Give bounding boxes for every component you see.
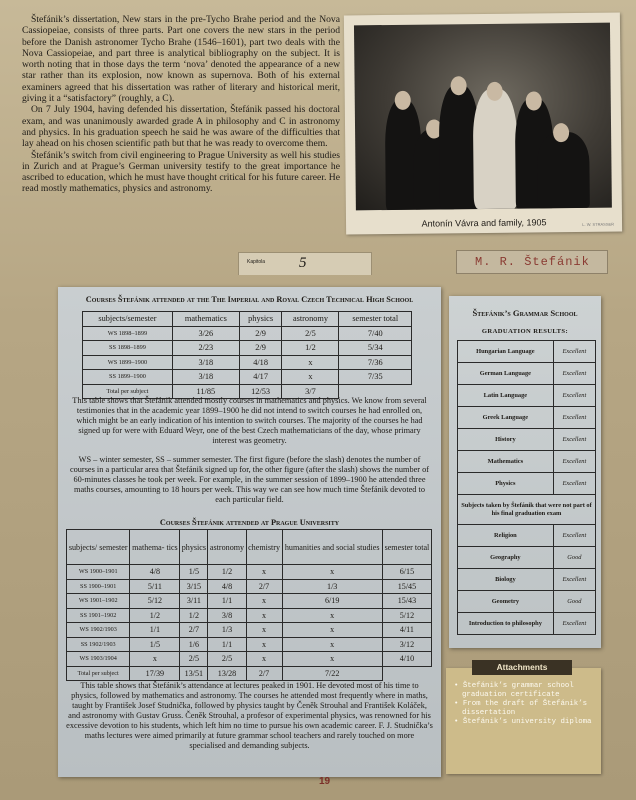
grade-cell: Excellent <box>553 407 595 429</box>
family-photo-card <box>344 13 622 235</box>
page-number: 19 <box>319 776 331 787</box>
table-cell: 7/40 <box>339 326 412 341</box>
grammar-school-title: Štefánik’s Grammar School <box>472 308 578 318</box>
table-cell: 6/15 <box>382 565 431 580</box>
column-header: physics <box>180 530 208 565</box>
family-photo <box>354 23 612 211</box>
grade-cell: Good <box>553 547 595 569</box>
name-tab <box>456 250 608 274</box>
folder-tab <box>238 252 372 275</box>
table-cell: 1/2 <box>130 608 180 623</box>
table-cell: 3/18 <box>172 355 239 370</box>
subject-cell: Latin Language <box>458 385 554 407</box>
column-header: astronomy <box>282 312 339 327</box>
table-cell: 3/26 <box>172 326 239 341</box>
attachment-item[interactable]: • From the draft of Štefánik’s dissertation <box>454 700 594 717</box>
table-cell: 7/22 <box>282 666 382 681</box>
table-cell: SS 1901–1902 <box>67 608 130 623</box>
table-cell: x <box>282 637 382 652</box>
table-cell: 1/2 <box>208 565 246 580</box>
table-cell: 13/51 <box>180 666 208 681</box>
table-cell: SS 1898–1899 <box>83 341 173 356</box>
table-cell: WS 1900–1901 <box>67 565 130 580</box>
grade-cell: Excellent <box>553 613 595 635</box>
grade-cell: Excellent <box>553 473 595 495</box>
semester-explanation: WS – winter semester, SS – summer semester. The first figure (before the slash) denotes the number of courses in a particular area that Štefánik signed up for, the other figure (after the slash) shows the number of 60-minutes classes he took per week. For example, in the summer session of 1899–1900 he attended three maths courses, amounting to 18 hours per week. This way we can see how much time Štefánik devoted to each particular field. <box>69 455 430 504</box>
extra-subjects-note: Subjects taken by Štefánik that were not part of his final graduation exam <box>458 495 596 525</box>
table-cell: 15/45 <box>382 579 431 594</box>
table-cell: 2/5 <box>180 652 208 667</box>
graduation-results-label: GRADUATION RESULTS: <box>481 328 569 335</box>
table-cell: 4/8 <box>208 579 246 594</box>
table-row <box>67 608 432 623</box>
grade-cell: Good <box>553 591 595 613</box>
subject-cell: Biology <box>458 569 554 591</box>
table-cell: 1/2 <box>180 608 208 623</box>
intro-paragraph: On 7 July 1904, having defended his dissertation, Štefánik passed his doctoral exam, and was unanimously awarded grade A in philosophy and C in astronomy and physics. In his graduation speech he said he was aware of the difficulties that lay ahead on his chosen scientific path but that he was ready to overcome them. <box>22 104 340 150</box>
table-cell: 5/34 <box>339 341 412 356</box>
table-cell: 5/12 <box>130 594 180 609</box>
grade-cell: Excellent <box>553 341 595 363</box>
table-cell: 4/11 <box>382 623 431 638</box>
table-cell: 1/1 <box>208 637 246 652</box>
table-cell: 3/18 <box>172 370 239 385</box>
table-row <box>458 473 596 495</box>
table-row <box>83 370 412 385</box>
table-row <box>458 547 596 569</box>
table-row <box>67 666 432 681</box>
table-row <box>458 451 596 473</box>
intro-paragraph: Štefánik’s dissertation, New stars in the pre-Tycho Brahe period and the Nova Cassiopeiae, consists of three parts. Part one covers the new stars in the period before the Danish astronomer Tycho Brahe (1546–1601), part two deals with the Nova Cassiopeiae, and part three is analytical bibliography on the subject. It is worth noting that in those days the term ‘nova’ denoted the appearance of a new star rather than its explosion, now known as supernova. Both of his external examiners agreed that his dissertation was rather of literary and historical merit, giving it a “satisfactory” (roughly, a C). <box>22 14 340 105</box>
prague-university-table <box>66 529 432 681</box>
table-header-row <box>83 312 412 327</box>
subject-cell: Religion <box>458 525 554 547</box>
table-row <box>67 623 432 638</box>
table-cell: WS 1901–1902 <box>67 594 130 609</box>
table-cell: SS 1900–1901 <box>67 579 130 594</box>
intro-text <box>22 14 340 195</box>
photo-studio-mark: L. W. STRASSER <box>582 221 615 227</box>
folder-label: Kapitola <box>247 259 266 265</box>
table-cell: SS 1902/1903 <box>67 637 130 652</box>
subject-cell: Introduction to philosophy <box>458 613 554 635</box>
table-cell: WS 1903/1904 <box>67 652 130 667</box>
table-cell: x <box>282 355 339 370</box>
table-row <box>67 637 432 652</box>
table-cell: 4/17 <box>239 370 282 385</box>
grade-cell: Excellent <box>553 429 595 451</box>
column-header: physics <box>239 312 282 327</box>
table-cell: 3/12 <box>382 637 431 652</box>
attachments-title: Attachments <box>472 660 572 675</box>
table-cell: 3/15 <box>180 579 208 594</box>
subject-cell: History <box>458 429 554 451</box>
table-row <box>458 429 596 451</box>
subject-cell: Greek Language <box>458 407 554 429</box>
table-cell: 7/36 <box>339 355 412 370</box>
table-cell: x <box>246 594 282 609</box>
attachment-item[interactable]: • Štefánik’s grammar school graduation certificate <box>454 682 594 699</box>
technical-school-title: Courses Štefánik attended at the The Imperial and Royal Czech Technical High School <box>85 295 414 304</box>
grammar-results-table <box>457 340 596 635</box>
table-cell: 17/39 <box>130 666 180 681</box>
technical-school-table <box>82 311 412 399</box>
table-cell: 2/5 <box>282 326 339 341</box>
table-cell: SS 1899–1900 <box>83 370 173 385</box>
courses-sheet <box>58 287 441 777</box>
subject-cell: Geometry <box>458 591 554 613</box>
column-header: humanities and social studies <box>282 530 382 565</box>
table-cell: 2/9 <box>239 326 282 341</box>
attachments-panel <box>446 662 601 774</box>
table-cell: x <box>130 652 180 667</box>
table-row <box>458 613 596 635</box>
table-cell: 7/35 <box>339 370 412 385</box>
subject-cell: Mathematics <box>458 451 554 473</box>
table-cell: WS 1898–1899 <box>83 326 173 341</box>
column-header: astronomy <box>208 530 246 565</box>
name-tab-label: M. R. Štefánik <box>475 255 590 269</box>
table-cell: x <box>246 652 282 667</box>
table-row <box>83 326 412 341</box>
table-row <box>458 341 596 363</box>
table-cell: 5/11 <box>130 579 180 594</box>
table-cell: 1/3 <box>208 623 246 638</box>
table-cell: 12/53 <box>239 384 282 399</box>
table-cell: 2/5 <box>208 652 246 667</box>
column-header: mathematics <box>172 312 239 327</box>
table-row <box>458 495 596 525</box>
table-cell: x <box>282 370 339 385</box>
prague-university-summary: This table shows that Štefánik’s attendance at lectures peaked in 1901. He devoted most of his time to physics, followed by mathematics and astronomy. The courses he attended most frequently where in maths, taught by František Josef Studnička, followed by physics taught by Čeněk Strouhal and František Koláček, and astronomy with Gustav Gruss. Čeněk Strouhal, a profesor of experimental physics, was renowned for his excessive devotion to his students, which left him no time to pursue his own academic career. F. J. Studnička’s maths lectures were aimed primarily at future grammar school teachers and rarely touched on more specialised and demanding subjects. <box>66 681 433 750</box>
grammar-school-card <box>449 296 601 648</box>
table-cell: 3/11 <box>180 594 208 609</box>
table-cell: 4/18 <box>239 355 282 370</box>
table-cell: 1/3 <box>282 579 382 594</box>
table-row <box>458 525 596 547</box>
intro-paragraph: Štefánik’s switch from civil engineering to Prague University as well his studies in Zurich and at Prague’s German university testify to the great importance he ascribed to education, which he must have thought critical for his future career. He read mostly mathematics, physics and astronomy. <box>22 149 340 195</box>
column-header: mathema- tics <box>130 530 180 565</box>
table-cell: Total per subject <box>67 666 130 681</box>
table-row <box>458 569 596 591</box>
table-cell <box>382 666 431 681</box>
table-cell: 2/23 <box>172 341 239 356</box>
table-cell: 6/19 <box>282 594 382 609</box>
table-cell: x <box>246 608 282 623</box>
table-cell: x <box>282 608 382 623</box>
table-cell: 1/6 <box>180 637 208 652</box>
table-cell: x <box>282 623 382 638</box>
table-cell: x <box>246 623 282 638</box>
grade-cell: Excellent <box>553 451 595 473</box>
subject-cell: Hungarian Language <box>458 341 554 363</box>
grade-cell: Excellent <box>553 525 595 547</box>
table-cell: 1/1 <box>208 594 246 609</box>
column-header: subjects/semester <box>83 312 173 327</box>
table-cell: 1/1 <box>130 623 180 638</box>
table-cell: 3/8 <box>208 608 246 623</box>
table-row <box>458 385 596 407</box>
table-cell: Total per subject <box>83 384 173 399</box>
table-cell: 1/5 <box>180 565 208 580</box>
table-row <box>458 407 596 429</box>
table-row <box>458 363 596 385</box>
prague-university-title: Courses Štefánik attended at Prague University <box>159 518 340 527</box>
table-cell: 13/28 <box>208 666 246 681</box>
grade-cell: Excellent <box>553 569 595 591</box>
table-header-row <box>67 530 432 565</box>
table-cell: 15/43 <box>382 594 431 609</box>
table-cell: 1/2 <box>282 341 339 356</box>
table-cell: x <box>246 565 282 580</box>
table-row <box>83 355 412 370</box>
table-row <box>67 565 432 580</box>
table-cell: WS 1899–1900 <box>83 355 173 370</box>
table-row <box>67 579 432 594</box>
table-cell: 2/7 <box>246 666 282 681</box>
table-cell: 1/5 <box>130 637 180 652</box>
table-cell: 2/7 <box>180 623 208 638</box>
table-cell: x <box>282 565 382 580</box>
table-cell: 11/85 <box>172 384 239 399</box>
table-cell: 2/9 <box>239 341 282 356</box>
grade-cell: Excellent <box>553 363 595 385</box>
photo-caption: Antonín Vávra and family, 1905 <box>421 217 547 229</box>
attachment-item[interactable]: • Štefánik’s university diploma <box>454 718 594 727</box>
table-cell: 4/8 <box>130 565 180 580</box>
table-row <box>67 594 432 609</box>
subject-cell: Physics <box>458 473 554 495</box>
column-header: subjects/ semester <box>67 530 130 565</box>
subject-cell: Geography <box>458 547 554 569</box>
column-header: semester total <box>339 312 412 327</box>
table-row <box>67 652 432 667</box>
technical-school-summary: This table shows that Štefánik attended mostly courses in mathematics and physics. We know from several testimonies that in the academic year 1899–1900 he did not intend to switch courses he had enrolled on, which might be an early indication of his intention to switch courses. The majority of the courses he had signed up for were with Eduard Weyr, one of the best Czech mathematicians of the day, whose primary interest was geometry. <box>72 396 427 445</box>
table-cell: x <box>282 652 382 667</box>
column-header: chemistry <box>246 530 282 565</box>
column-header: semester total <box>382 530 431 565</box>
table-cell: 3/7 <box>282 384 339 399</box>
table-cell: 5/12 <box>382 608 431 623</box>
attachments-list <box>454 682 594 728</box>
table-row <box>458 591 596 613</box>
table-row <box>83 341 412 356</box>
table-cell: 4/10 <box>382 652 431 667</box>
table-cell: WS 1902/1903 <box>67 623 130 638</box>
table-cell: 2/7 <box>246 579 282 594</box>
table-cell: x <box>246 637 282 652</box>
subject-cell: German Language <box>458 363 554 385</box>
folder-handwritten-mark: 5 <box>299 255 307 271</box>
grade-cell: Excellent <box>553 385 595 407</box>
